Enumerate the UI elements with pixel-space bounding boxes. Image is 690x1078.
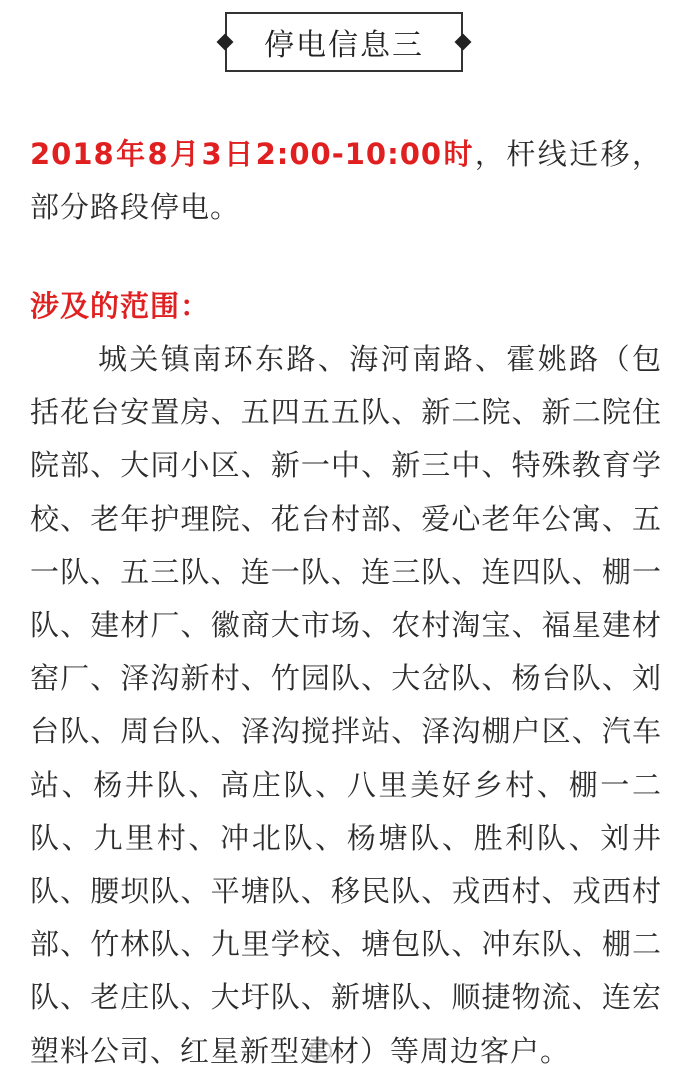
watermark <box>310 1040 332 1062</box>
diamond-left-icon <box>217 34 234 51</box>
notice-paragraph <box>30 128 662 234</box>
notice-description: ，杆线迁移，部分路段停电。 <box>30 137 662 224</box>
diamond-right-icon <box>455 34 472 51</box>
scope-paragraph: 城关镇南环东路、海河南路、霍姚路（包括花台安置房、五四五五队、新二院、新二院住院部、大同小区、新一中、新三中、特殊教育学校、老年护理院、花台村部、爱心老年公寓、五一队、五三队、连一队、连三队、连四队、棚一队、建材厂、徽商大市场、农村淘宝、福星建材窑厂、泽沟新村、竹园队、大岔队、杨台队、刘台队、周台队、泽沟搅拌站、泽沟棚户区、汽车站、杨井队、高庄队、八里美好乡村、棚一二队、九里村、冲北队、杨塘队、胜利队、刘井队、腰坝队、平塘队、移民队、戎西村、戎西村部、竹林队、九里学校、塘包队、冲东队、棚二队、老庄队、大圩队、新塘队、顺捷物流、连宏塑料公司、红星新型建材）等周边客户。 <box>30 342 662 1068</box>
time-highlight: 2018年8月3日2:00-10:00时 <box>30 137 475 171</box>
weibo-watermark-icon <box>310 1040 332 1062</box>
page-title: 停电信息三 <box>264 28 424 63</box>
title-box <box>225 12 463 72</box>
scope-heading: 涉及的范围： <box>30 289 211 323</box>
